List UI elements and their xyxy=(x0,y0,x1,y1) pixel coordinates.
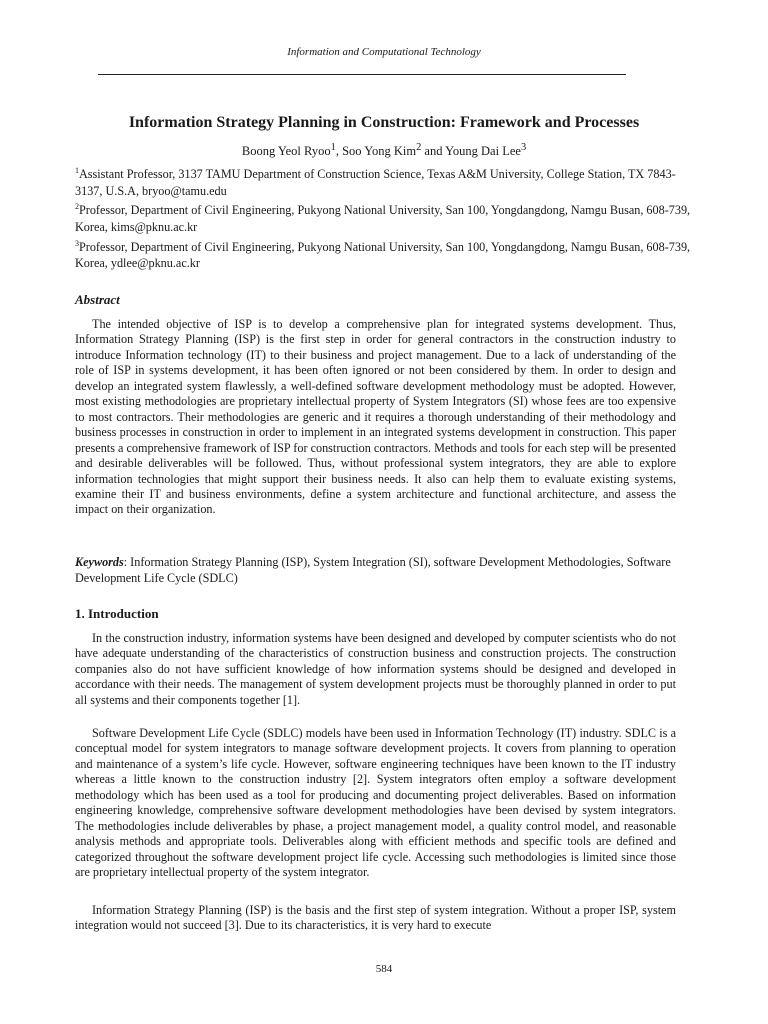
affiliation-mark: 2 xyxy=(75,202,79,212)
affiliation-text: Professor, Department of Civil Engineering, Pukyong National University, San 100, Yongdangdong, Namgu Busan, 608-739, Korea, ydlee@pknu.ac.kr xyxy=(75,239,691,271)
affiliation-text: Assistant Professor, 3137 TAMU Department of Construction Science, Texas A&M University, College Station, TX 7843-3137, U.S.A, bryoo@tamu.edu xyxy=(75,167,676,198)
affiliations xyxy=(75,163,695,272)
running-header: Information and Computational Technology xyxy=(287,46,481,58)
header-rule xyxy=(98,74,626,75)
author-name: Soo Yong Kim xyxy=(342,144,417,159)
keywords-label: Keywords xyxy=(75,555,124,569)
author-mark: 1 xyxy=(330,142,336,153)
affiliation xyxy=(75,236,695,272)
author-mark: 3 xyxy=(520,142,527,153)
keywords xyxy=(75,555,676,587)
abstract-heading: Abstract xyxy=(75,292,120,307)
body-paragraph: In the construction industry, information systems have been designed and developed by computer scientists who do not have adequate understanding of the characteristics of construction business and construction projects. The construction companies also do not have sufficient knowledge of how information systems should be designed and developed in accordance with their needs. The management of system development projects must be thoroughly planned in order to put all systems and their components together [1]. xyxy=(75,631,676,707)
abstract-text: The intended objective of ISP is to develop a comprehensive plan for integrated systems development. Thus, Information Strategy Planning (ISP) is the first step in order for general contractors in the construction industry to introduce Information technology (IT) to their business and project management. Due to a lack of understanding of the role of ISP in systems development, it has been often ignored or not been considered by them. In order to design and develop an integrated system flawlessly, a well-defined software development methodology must be adopted. However, most existing methodologies are proprietary intellectual property of System Integrators (SI) whose fees are too expensive to most contractors. Their methodologies are generic and it requires a thorough understanding of their methodology and business processes in construction in order to implement in an integrated systems development in construction. This paper presents a comprehensive framework of ISP for construction contractors. Methods and tools for each step will be presented and desirable deliverables will be followed. Thus, without professional system integrators, they are able to explore information technologies that might support their business needs. It also can help them to evaluate existing systems, examine their IT and business environments, define a system architecture and functional architecture, and assess the impact on their organization. xyxy=(75,317,676,517)
page-number: 584 xyxy=(375,963,393,975)
author-mark: 2 xyxy=(416,142,422,153)
author-line xyxy=(0,142,768,159)
affiliation-text: Professor, Department of Civil Engineering, Pukyong National University, San 100, Yongdangdong, Namgu Busan, 608-739, Korea, kims@pknu.ac.kr xyxy=(75,203,691,234)
keywords-text: : Information Strategy Planning (ISP), System Integration (SI), software Development Methodologies, Software Development Life Cycle (SDLC) xyxy=(75,555,671,585)
author-name: Young Dai Lee xyxy=(445,144,521,159)
section-heading-introduction: 1. Introduction xyxy=(75,606,159,621)
affiliation-mark: 1 xyxy=(75,166,79,175)
affiliation-mark: 3 xyxy=(75,238,79,248)
body-paragraph: Information Strategy Planning (ISP) is the basis and the first step of system integration. Without a proper ISP, system integration would not succeed [3]. Due to its characteristics, it is very hard to execute xyxy=(75,903,676,933)
body-paragraph: Software Development Life Cycle (SDLC) models have been used in Information Technology (IT) industry. SDLC is a conceptual model for system integrators to manage software development projects. It covers from planning to operation and maintenance of a system’s life cycle. However, software engineering techniques have been known to the IT industry whereas a little known to the construction industry [2]. System integrators often employ a software development methodology which has been used as a tool for producing and documenting project deliverables. Based on information engineering knowledge, comprehensive software development methodologies have been devised by system integrators. The methodologies include deliverables by phase, a project management model, a quality control model, and reasonable analysis methods and appropriate tools. Deliverables along with efficient methods and specific tools are defined and categorized throughout the software development project life cycle. Accessing such methodologies is limited since those are proprietary intellectual property of the system integrator. xyxy=(75,726,676,880)
author-separator: and xyxy=(421,144,446,159)
affiliation xyxy=(75,199,695,235)
affiliation xyxy=(75,163,695,199)
author-separator: , xyxy=(335,144,343,159)
paper-title: Information Strategy Planning in Construction: Framework and Processes xyxy=(128,114,640,131)
author-name: Boong Yeol Ryoo xyxy=(241,144,331,159)
